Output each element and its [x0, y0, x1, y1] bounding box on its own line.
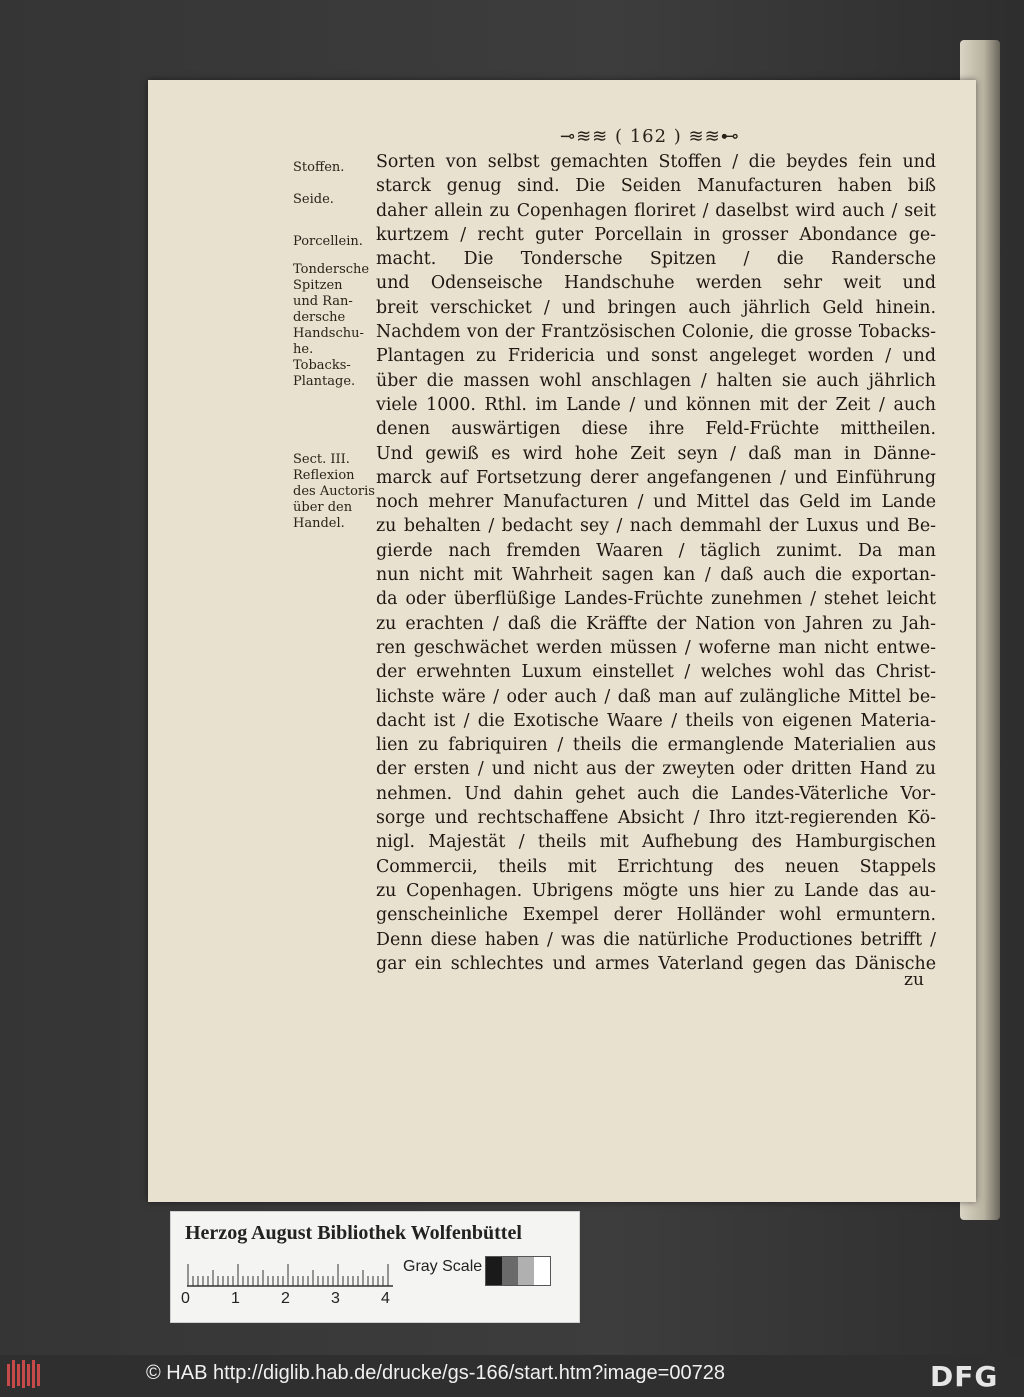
text-line: Commercii, theils mit Errichtung des neuen Stappels [376, 856, 936, 877]
text-line: über die massen wohl anschlagen / halten sie auch jährlich [376, 370, 936, 391]
marginal-note-sect-iii [293, 452, 375, 532]
marginal-note-line: Reflexion [293, 468, 355, 483]
marginal-note-line: Tobacks- [293, 358, 351, 373]
ruler-number: 1 [231, 1290, 240, 1307]
text-line: gierde nach fremden Waaren / täglich zunimt. Da man [376, 540, 936, 561]
text-line: lien zu fabriquiren / theils die ermanglende Materialien aus [376, 735, 936, 756]
library-color-stamp [170, 1211, 580, 1323]
marginal-note-line: Porcellein. [293, 234, 363, 249]
text-line: daher allein zu Copenhagen floriret / daselbst wird auch / seit [376, 200, 936, 221]
text-line: zu Copenhagen. Ubrigens mögte uns hier zu Lande das au- [376, 880, 936, 901]
marginal-note-porcellein [293, 234, 363, 250]
text-line: Sorten von selbst gemachten Stoffen / die beydes fein und [376, 152, 936, 172]
gray-scale-label: Gray Scale [403, 1258, 483, 1275]
marginal-note-tondersche [293, 262, 369, 390]
ruler-number: 3 [331, 1290, 340, 1307]
barcode-logo-icon [6, 1358, 44, 1390]
text-line: und Odenseische Handschuhe werden sehr weit und [376, 273, 936, 294]
ruler-number: 4 [381, 1290, 390, 1307]
marginal-note-line: dersche [293, 310, 346, 325]
ruler-scale-icon [187, 1257, 393, 1287]
text-line: starck genug sind. Die Seiden Manufacturen haben biß [376, 176, 936, 197]
marginal-note-line: Handel. [293, 516, 345, 531]
page-number-header: ⊸≋≋ ( 162 ) ≋≋⊷ [560, 126, 740, 147]
ruler-number: 0 [181, 1290, 190, 1307]
marginal-note-line: des Auctoris [293, 484, 375, 499]
text-line: kurtzem / recht guter Porcellain in grosser Abondance ge- [376, 224, 936, 245]
text-line: der ersten / und nicht aus der zweyten oder dritten Hand zu [376, 759, 936, 780]
text-line: viele 1000. Rthl. im Lande / und können mit der Zeit / auch [376, 394, 936, 415]
text-line: breit verschicket / und bringen auch jährlich Geld hinein. [376, 297, 936, 318]
text-line: dacht ist / die Exotische Waare / theils von eigenen Materia- [376, 710, 936, 731]
marginal-note-line: Stoffen. [293, 160, 345, 175]
text-line: nigl. Majestät / theils mit Aufhebung des Hamburgischen [376, 832, 936, 853]
text-line: sorge und rechtschaffene Absicht / Ihro itzt-regierenden Kö- [376, 808, 936, 829]
marginal-note-line: Plantage. [293, 374, 356, 389]
library-name: Herzog August Bibliothek Wolfenbüttel [185, 1222, 522, 1244]
text-line: macht. Die Tondersche Spitzen / die Randersche [376, 249, 936, 270]
marginal-note-line: und Ran- [293, 294, 353, 309]
marginal-note-stoffen [293, 160, 344, 176]
text-line: Plantagen zu Fridericia und sonst angeleget worden / und [376, 346, 936, 367]
text-line: da oder überflüßige Landes-Früchte zunehmen / stehet leicht [376, 589, 936, 610]
marginal-note-line: Spitzen [293, 278, 343, 293]
text-line: zu erachten / daß die Kräffte der Nation von Jahren zu Jah- [376, 613, 936, 634]
text-line: ren geschwächet werden müssen / woferne man nicht entwe- [376, 637, 936, 658]
marginal-note-line: Handschu- [293, 326, 364, 341]
marginal-note-line: he. [293, 342, 314, 357]
text-line: nehmen. Und dahin gehet auch die Landes-Väterliche Vor- [376, 783, 936, 804]
text-line: der erwehnten Luxum einstellet / welches wohl das Christ- [376, 662, 936, 683]
text-line: gar ein schlechtes und armes Vaterland gegen das Dänische [376, 953, 936, 974]
main-text-block [376, 150, 936, 976]
text-line: noch mehrer Manufacturen / und Mittel das Geld im Lande [376, 492, 936, 513]
ruler-numbers [181, 1290, 401, 1310]
text-line: denen auswärtigen diese ihre Feld-Früchte mittheilen. [376, 419, 936, 440]
marginal-note-line: über den [293, 500, 353, 515]
text-line: marck auf Fortsetzung derer angefangenen / und Einführung [376, 467, 936, 488]
text-line: genscheinliche Exempel derer Holländer wohl ermuntern. [376, 905, 936, 926]
text-line: Nachdem von der Frantzösischen Colonie, die grosse Tobacks- [376, 322, 936, 343]
dfg-logo: DFG [930, 1360, 999, 1393]
ruler-number: 2 [281, 1290, 290, 1307]
copyright-url[interactable]: © HAB http://diglib.hab.de/drucke/gs-166/start.htm?image=00728 [146, 1362, 725, 1384]
text-line: Denn diese haben / was die natürliche Productiones betrifft / [376, 929, 936, 950]
text-line: nun nicht mit Wahrheit sagen kan / daß auch die exportan- [376, 565, 936, 586]
marginal-note-line: Sect. III. [293, 452, 350, 467]
catchword: zu [904, 970, 924, 990]
marginal-note-line: Tondersche [293, 262, 370, 277]
marginal-note-seide [293, 192, 334, 208]
text-line: lichste wäre / oder auch / daß man auf zulängliche Mittel be- [376, 686, 936, 707]
marginal-note-line: Seide. [293, 192, 334, 207]
gray-scale-swatch [485, 1256, 551, 1286]
text-line: zu behalten / bedacht sey / nach demmahl der Luxus und Be- [376, 516, 936, 537]
text-line: Und gewiß es wird hohe Zeit seyn / daß man in Dänne- [376, 443, 936, 464]
